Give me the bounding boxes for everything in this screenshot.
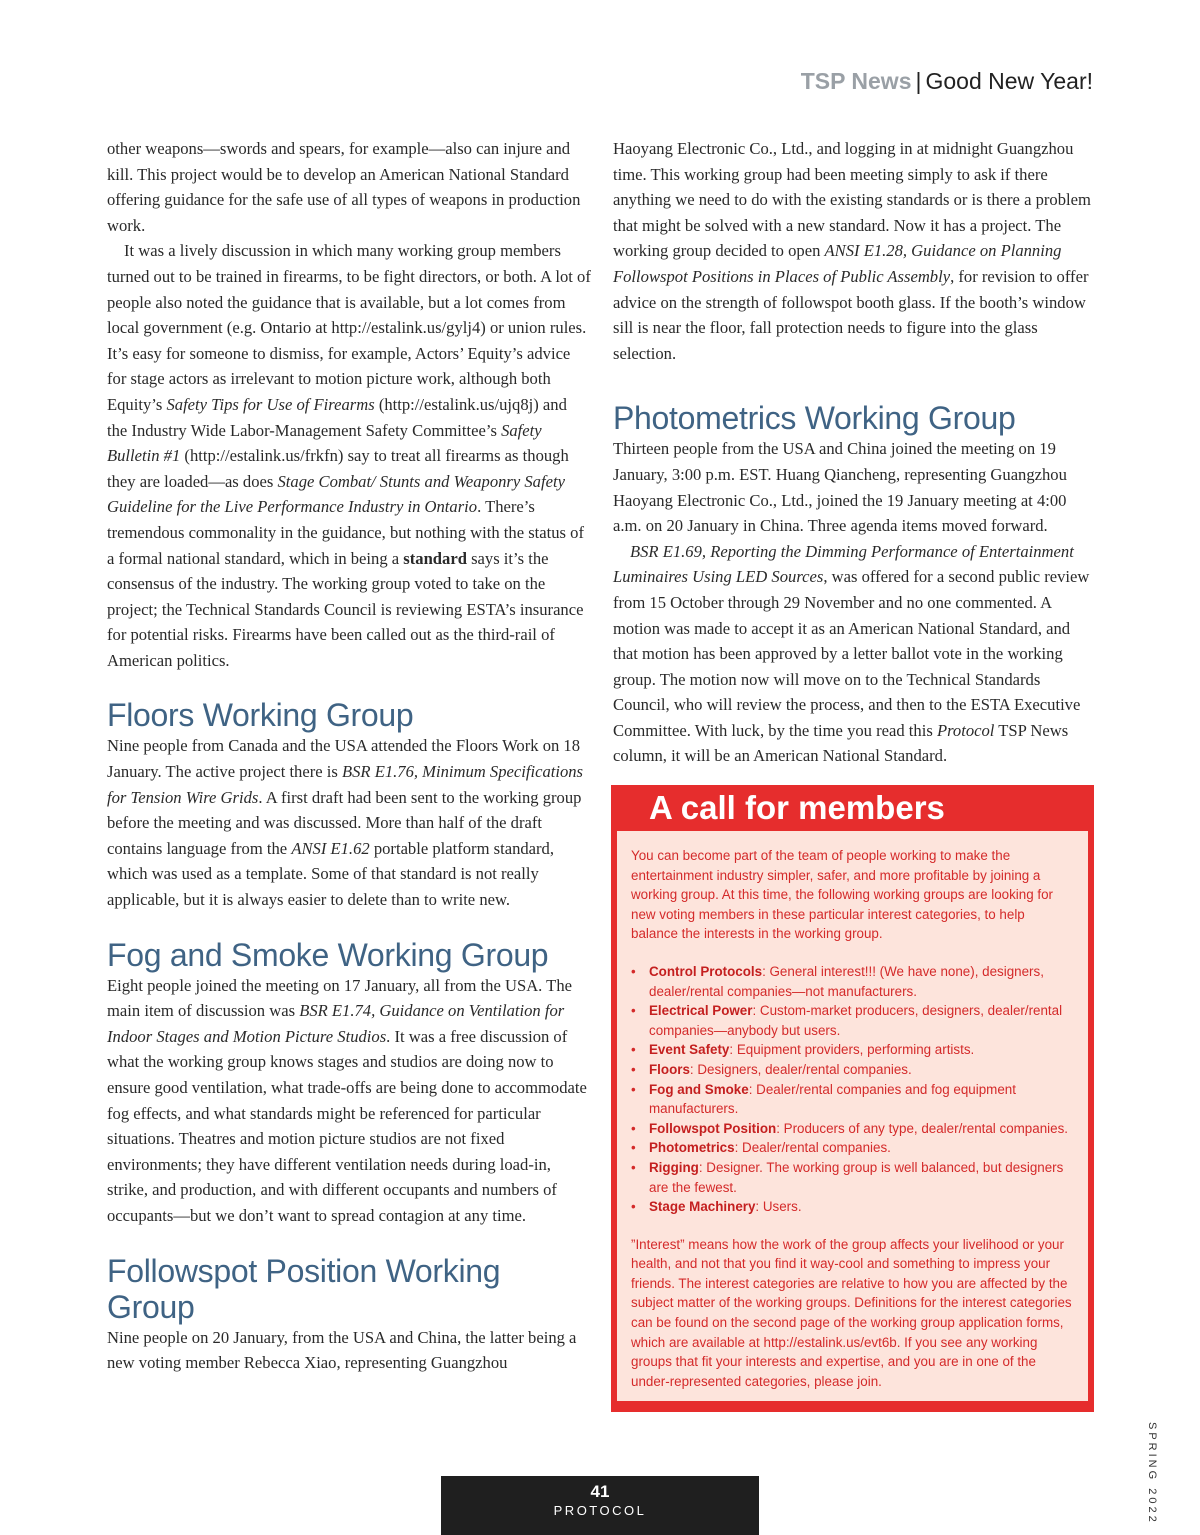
heading-photometrics: Photometrics Working Group [613, 400, 1016, 437]
heading-followspot: Followspot Position Working Group [107, 1252, 501, 1325]
list-item: • Rigging: Designer. The working group is well balanced, but designers are the fewest. [631, 1159, 1064, 1195]
paragraph-fog-smoke: Eight people joined the meeting on 17 January, all from the USA. The main item of discussion was BSR E1.74, Guidance on Ventilation for Indoor Stages and Motion Picture Studios. It was a free discussion of what the working group knows stages and studios are doing now to ensure good ventilation, what trade-offs are being done to accommodate fog effects, and what standards might be referenced for particular situations. Theatres and motion picture studios are not fixed environments; they have different ventilation needs during load-in, strike, and production, and with different occupants and numbers of occupants—but we don’t want to spread contagion at any time. [107, 975, 587, 1225]
call-box-outro: ”Interest” means how the work of the group affects your livelihood or your health, and not that you find it way-cool and something to impress your friends. The interest categories are relative to how you are affected by the subject matter of the working groups. Definitions for the interest categories can be found on the second page of the working group application forms, which are available at http://estalink.us/evt6b. If you see any working groups that fit your interests and expertise, and you are in one of the under-represented categories, please join. [631, 1236, 1072, 1389]
header-title: Good New Year! [925, 68, 1093, 94]
list-item: • Control Protocols: General interest!!! (We have none), designers, dealer/rental companies—not manufacturers. [631, 963, 1044, 999]
call-box-intro: You can become part of the team of people working to make the entertainment industry simpler, safer, and more profitable by joining a working group. At this time, the following working groups are looking for new voting members in these particular interest categories, to help balance the interests in the working group. [631, 848, 1054, 942]
publication-name: PROTOCOL [553, 1503, 647, 1518]
emphasis-standard: standard [403, 548, 467, 568]
heading-floors: Floors Working Group [107, 697, 414, 734]
right-column [613, 136, 1097, 769]
interest-list [631, 962, 1074, 1217]
page-footer [441, 1476, 759, 1535]
call-box-body [617, 831, 1088, 1401]
list-item: • Event Safety: Equipment providers, performing artists. [631, 1042, 975, 1058]
left-column [107, 136, 591, 1376]
list-item: • Followspot Position: Producers of any type, dealer/rental companies. [631, 1120, 1068, 1136]
call-for-members-box [611, 785, 1094, 1412]
running-head [801, 68, 1093, 95]
paragraph-weapons-intro: other weapons—swords and spears, for example—also can injure and kill. This project would be to develop an American National Standard offering guidance for the safe use of all types of weapons in production work. [107, 139, 581, 235]
page-number: 41 [590, 1482, 610, 1501]
paragraph-photometrics-1: Thirteen people from the USA and China joined the meeting on 19 January, 3:00 p.m. EST. Huang Qiancheng, representing Guangzhou Haoyang Electronic Co., Ltd., joined the 19 January meeting at 4:00 a.m. on 20 January in China. Three agenda items moved forward. [613, 439, 1067, 536]
header-separator: | [915, 68, 922, 94]
doc-title-safety-tips: Safety Tips for Use of Firearms [166, 394, 375, 414]
list-item: • Stage Machinery: Users. [631, 1199, 802, 1215]
heading-fog-smoke: Fog and Smoke Working Group [107, 936, 549, 973]
paragraph-followspot-start: Nine people on 20 January, from the USA and China, the latter being a new voting member Rebecca Xiao, representing Guangzhou [107, 1327, 577, 1373]
doc-title-stage-combat: Stage Combat/ Stunts and Weaponry Safety Guideline for the Live Performance Industry in Ontario [107, 471, 565, 517]
paragraph-photometrics-2: BSR E1.69, Reporting the Dimming Performance of Entertainment Luminaires Using LED Sources, was offered for a second public review from 15 October through 29 November and no one commented. A motion was made to accept it as an American National Standard, and that motion has been approved by a letter ballot vote in the working group. The motion now will move on to the Technical Standards Council, who will review the process, and then to the ESTA Executive Committee. With luck, by the time you read this Protocol TSP News column, it will be an American National Standard. [613, 541, 1090, 766]
paragraph-firearms-discussion: It was a lively discussion in which many working group members turned out to be trained in firearms, to be fight directors, or both. A lot of people also noted the guidance that is available, but a lot comes from local government (e.g. Ontario at http://estalink.us/gylj4) or union rules. It’s easy for someone to dismiss, for example, Actors’ Equity’s advice for stage actors as irrelevant to motion picture work, although both Equity’s Safety Tips for Use of Firearms (http://estalink.us/ujq8j) and the Industry Wide Labor-Management Safety Committee’s Safety Bulletin #1 (http://estalink.us/frkfn) say to treat all firearms as though they are loaded—as does Stage Combat/ Stunts and Weaponry Safety Guideline for the Live Performance Industry in Ontario. There’s tremendous commonality in the guidance, but nothing with the status of a formal national standard, which in being a standard says it’s the consensus of the industry. The working group voted to take on the project; the Technical Standards Council is reviewing ESTA’s insurance for potential risks. Firearms have been called out as the third-rail of American politics. [107, 241, 591, 670]
doc-title-safety-bulletin: Safety Bulletin #1 [107, 420, 542, 466]
list-item: • Electrical Power: Custom-market producers, designers, dealer/rental companies—anybody but users. [631, 1003, 1063, 1038]
list-item: • Photometrics: Dealer/rental companies. [631, 1140, 891, 1156]
paragraph-floors: Nine people from Canada and the USA attended the Floors Work on 18 January. The active project there is BSR E1.76, Minimum Specifications for Tension Wire Grids. A first draft had been sent to the working group before the meeting and was discussed. More than half of the draft contains language from the ANSI E1.62 portable platform standard, which was used as a template. Some of that standard is not really applicable, but it is always easier to delete than to write new. [107, 736, 584, 910]
list-item: • Floors: Designers, dealer/rental companies. [631, 1061, 912, 1077]
paragraph-followspot-cont: Haoyang Electronic Co., Ltd., and logging in at midnight Guangzhou time. This working group had been meeting simply to ask if there anything we need to do with the existing standards or is there a problem that might be solved with a new standard. Now it has a project. The working group decided to open ANSI E1.28, Guidance on Planning Followspot Positions in Places of Public Assembly, for revision to offer advice on the strength of followspot booth glass. If the booth’s window sill is near the floor, fall protection needs to figure into the glass selection. [613, 139, 1091, 363]
call-box-title: A call for members [649, 789, 945, 826]
list-item: • Fog and Smoke: Dealer/rental companies and fog equipment manufacturers. [631, 1081, 1016, 1117]
section-label: TSP News [800, 68, 912, 94]
issue-date: SPRING 2022 [1146, 1422, 1158, 1525]
